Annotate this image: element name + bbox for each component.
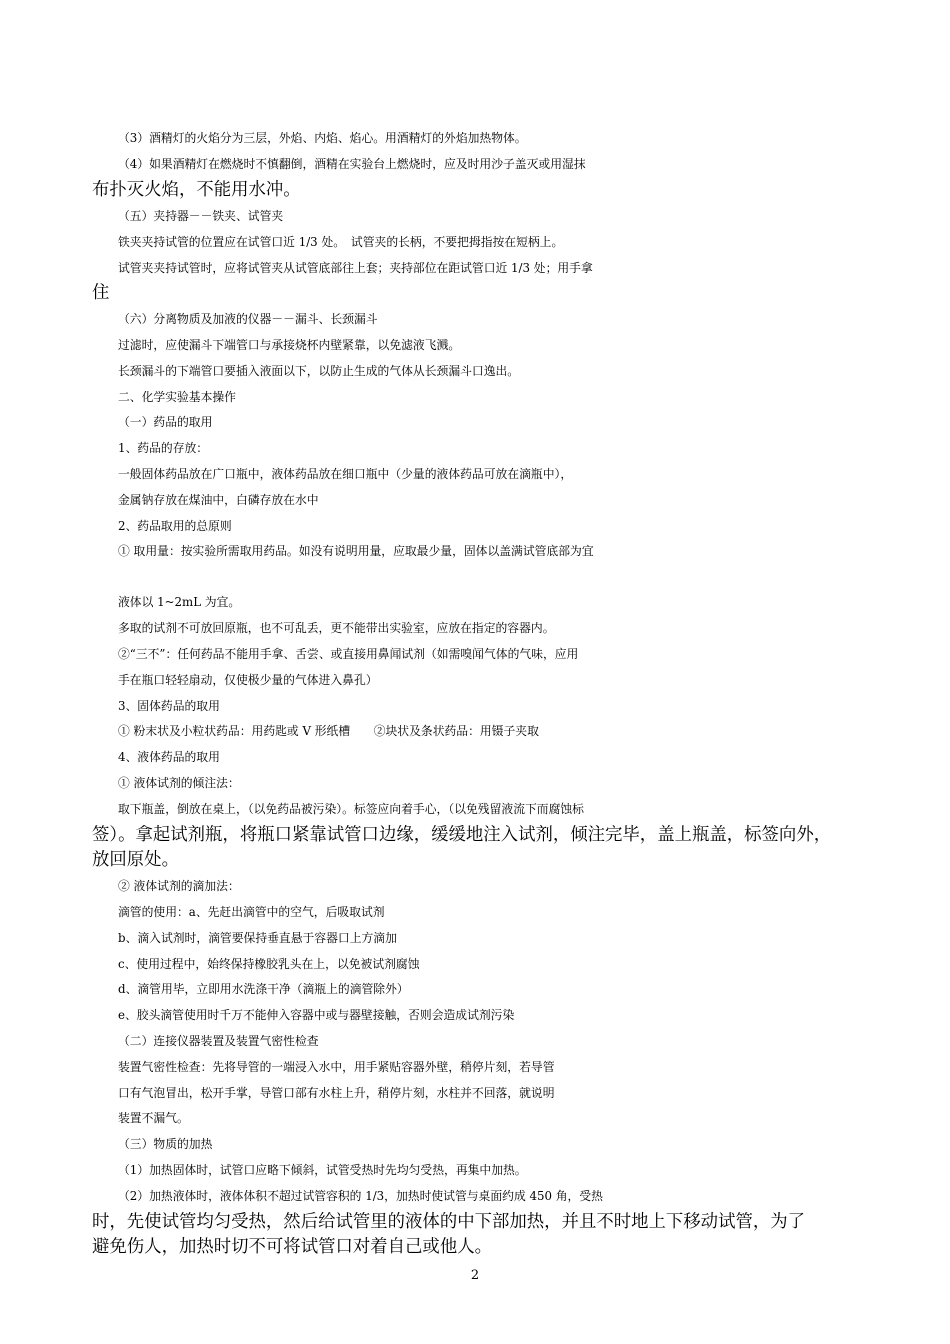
text-line: 取下瓶盖，倒放在桌上，（以免药品被污染）。标签应向着手心，（以免残留液流下而腐蚀标 [118, 802, 584, 816]
text-line: 装置气密性检查：先将导管的一端浸入水中，用手紧贴容器外壁，稍停片刻，若导管 [118, 1060, 555, 1074]
subsection-heading: 2、药品取用的总原则 [118, 519, 232, 533]
text-line: （3）酒精灯的火焰分为三层，外焰、内焰、焰心。用酒精灯的外焰加热物体。 [118, 131, 527, 145]
section-heading: （二）连接仪器装置及装置气密性检查 [118, 1034, 319, 1048]
text-line: b、滴入试剂时，滴管要保持垂直悬于容器口上方滴加 [118, 931, 397, 945]
text-line: d、滴管用毕，立即用水洗涤干净（滴瓶上的滴管除外） [118, 982, 409, 996]
text-line: 口有气泡冒出，松开手掌，导管口部有水柱上升，稍停片刻，水柱并不回落，就说明 [118, 1086, 555, 1100]
subsection-heading: 4、液体药品的取用 [118, 750, 220, 764]
text-line: 铁夹夹持试管的位置应在试管口近 1/3 处。 试管夹的长柄，不要把拇指按在短柄上。 [118, 235, 564, 249]
text-line: ②“三不”：任何药品不能用手拿、舌尝、或直接用鼻闻试剂（如需嗅闻气体的气味，应用 [118, 647, 579, 661]
text-line: 多取的试剂不可放回原瓶，也不可乱丢，更不能带出实验室，应放在指定的容器内。 [118, 621, 555, 635]
text-line: ① 液体试剂的倾注法： [118, 776, 240, 790]
text-line: 时，先使试管均匀受热，然后给试管里的液体的中下部加热，并且不时地上下移动试管，为了 [92, 1212, 806, 1232]
subsection-heading: 1、药品的存放： [118, 441, 209, 455]
section-heading: （六）分离物质及加液的仪器－－漏斗、长颈漏斗 [118, 312, 378, 326]
text-line: ① 取用量：按实验所需取用药品。如没有说明用量，应取最少量，固体以盖满试管底部为宜 [118, 544, 594, 558]
text-line: （1）加热固体时，试管口应略下倾斜，试管受热时先均匀受热，再集中加热。 [118, 1163, 527, 1177]
text-line: 放回原处。 [92, 850, 179, 870]
section-heading: 二、化学实验基本操作 [118, 390, 236, 404]
text-line: 签）。拿起试剂瓶，将瓶口紧靠试管口边缘，缓缓地注入试剂，倾注完毕，盖上瓶盖，标签向外， [92, 825, 832, 845]
text-line: 一般固体药品放在广口瓶中，液体药品放在细口瓶中（少量的液体药品可放在滴瓶中）， [118, 467, 573, 481]
text-line: 滴管的使用：a、先赶出滴管中的空气，后吸取试剂 [118, 905, 385, 919]
text-line: 手在瓶口轻轻扇动，仅使极少量的气体进入鼻孔） [118, 673, 378, 687]
text-line: （2）加热液体时，液体体积不超过试管容积的 1/3，加热时使试管与桌面约成 450 角，受热 [118, 1189, 603, 1203]
subsection-heading: 3、固体药品的取用 [118, 699, 220, 713]
text-line: e、胶头滴管使用时千万不能伸入容器中或与器壁接触，否则会造成试剂污染 [118, 1008, 515, 1022]
section-heading: （三）物质的加热 [118, 1137, 213, 1151]
text-line: （4）如果酒精灯在燃烧时不慎翻倒，酒精在实验台上燃烧时，应及时用沙子盖灭或用湿抹 [118, 157, 586, 171]
section-heading: （一）药品的取用 [118, 415, 213, 429]
text-line: ② 液体试剂的滴加法： [118, 879, 240, 893]
text-line: 避免伤人，加热时切不可将试管口对着自己或他人。 [92, 1237, 492, 1257]
section-heading: （五）夹持器－－铁夹、试管夹 [118, 209, 284, 223]
text-line: 过滤时，应使漏斗下端管口与承接烧杯内壁紧靠，以免滤液飞溅。 [118, 338, 461, 352]
text-line: 液体以 1~2mL 为宜。 [118, 595, 241, 609]
text-line: 装置不漏气。 [118, 1111, 189, 1125]
text-line: 住 [92, 283, 110, 303]
page-number: 2 [470, 1268, 480, 1283]
text-line: 长颈漏斗的下端管口要插入液面以下，以防止生成的气体从长颈漏斗口逸出。 [118, 364, 520, 378]
text-line: 金属钠存放在煤油中，白磷存放在水中 [118, 493, 319, 507]
text-line: c、使用过程中，始终保持橡胶乳头在上，以免被试剂腐蚀 [118, 957, 420, 971]
text-line: 试管夹夹持试管时，应将试管夹从试管底部往上套；夹持部位在距试管口近 1/3 处；用手拿 [118, 261, 593, 275]
text-line: ① 粉末状及小粒状药品：用药匙或 V 形纸槽 ②块状及条状药品：用镊子夹取 [118, 724, 539, 738]
text-line: 布扑灭火焰，不能用水冲。 [92, 180, 301, 200]
